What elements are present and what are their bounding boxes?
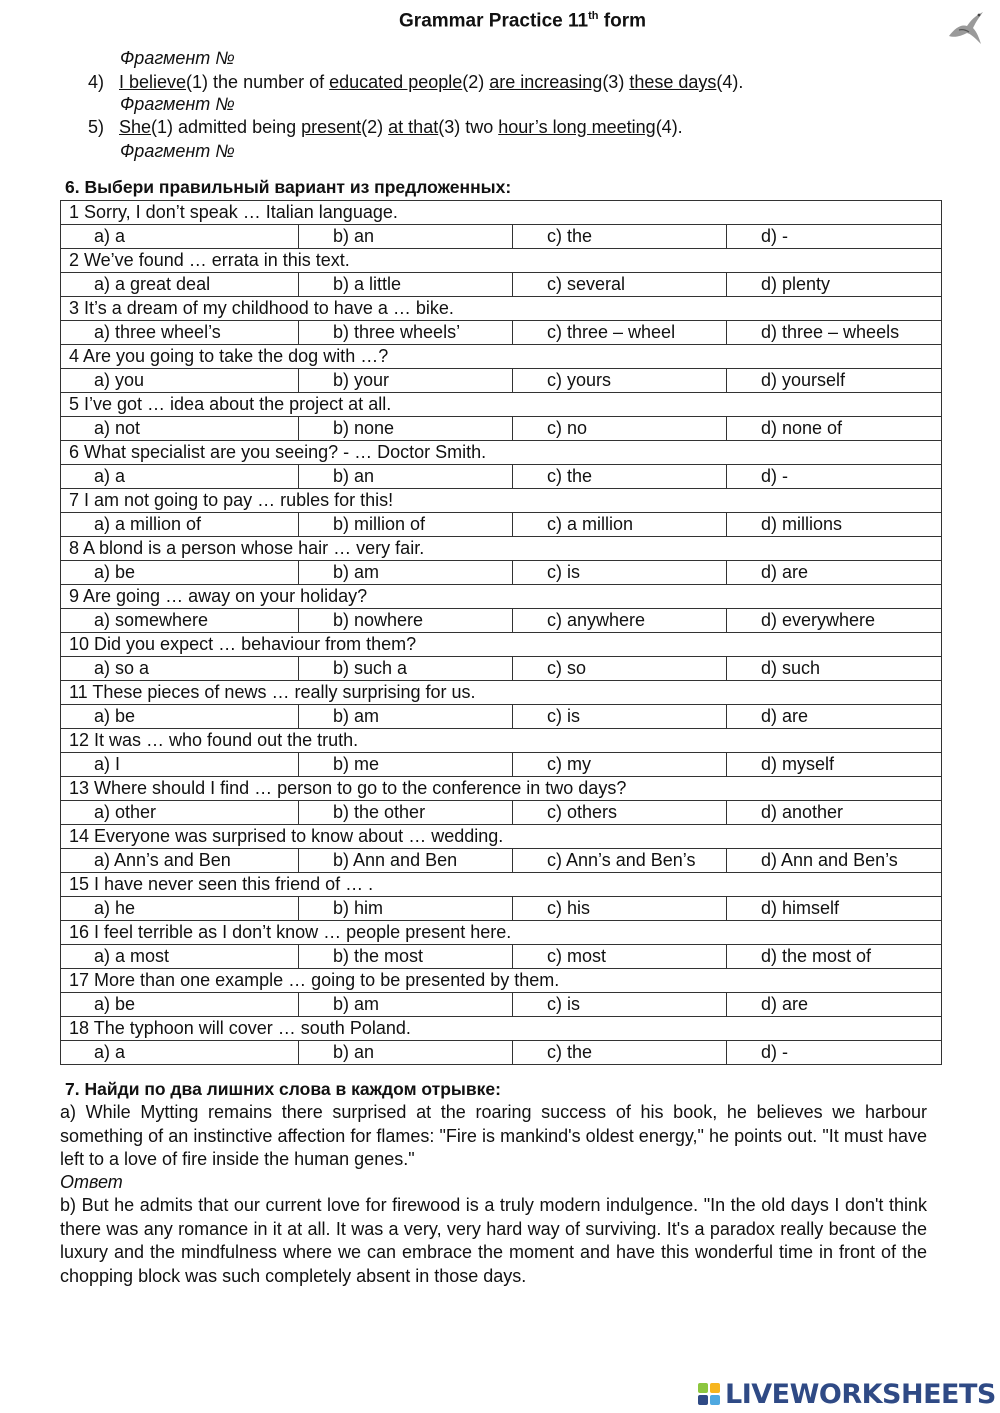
options-row [61,609,942,633]
options-row [61,1041,942,1065]
question-text: 10 Did you expect … behaviour from them? [61,633,942,657]
question-text: 18 The typhoon will cover … south Poland. [61,1017,942,1041]
answer-option-c[interactable]: c) is [513,561,727,585]
options-row [61,465,942,489]
answer-option-c[interactable]: c) others [513,801,727,825]
answer-option-d[interactable]: d) - [727,1041,942,1065]
question-text: 11 These pieces of news … really surprising for us. [61,681,942,705]
answer-option-d[interactable]: d) yourself [727,369,942,393]
question-row [61,585,942,609]
answer-option-b[interactable]: b) your [299,369,513,393]
section6-heading: 6. Выбери правильный вариант из предложенных: [65,177,512,197]
question-row [61,921,942,945]
answer-option-d[interactable]: d) - [727,465,942,489]
options-row [61,945,942,969]
answer-option-c[interactable]: c) the [513,1041,727,1065]
question-row [61,441,942,465]
answer-option-b[interactable]: b) an [299,465,513,489]
question-text: 3 It’s a dream of my childhood to have a … bike. [61,297,942,321]
question-row [61,825,942,849]
page-title: Grammar Practice 11th form [399,10,646,32]
options-row [61,369,942,393]
question-text: 4 Are you going to take the dog with …? [61,345,942,369]
brand-text: LIVEWORKSHEETS [725,1378,996,1410]
answer-option-a[interactable]: a) not [61,417,299,441]
question-row [61,393,942,417]
answer-option-c[interactable]: c) my [513,753,727,777]
answer-option-d[interactable]: d) such [727,657,942,681]
section7-heading: 7. Найди по два лишних слова в каждом отрывке: [65,1079,501,1099]
question-row [61,729,942,753]
answer-option-b[interactable]: b) an [299,225,513,249]
answer-option-c[interactable]: c) yours [513,369,727,393]
answer-option-c[interactable]: c) so [513,657,727,681]
options-row [61,417,942,441]
fragment-label: Фрагмент № [120,94,235,114]
answer-option-a[interactable]: a) you [61,369,299,393]
answer-option-b[interactable]: b) nowhere [299,609,513,633]
question-text: 1 Sorry, I don’t speak … Italian language. [61,201,942,225]
answer-option-d[interactable]: d) the most of [727,945,942,969]
quiz-table [60,200,942,1065]
answer-option-b[interactable]: b) three wheels’ [299,321,513,345]
answer-option-b[interactable]: b) none [299,417,513,441]
answer-option-d[interactable]: d) Ann and Ben’s [727,849,942,873]
question-text: 12 It was … who found out the truth. [61,729,942,753]
answer-option-d[interactable]: d) - [727,225,942,249]
answer-option-a[interactable]: a) he [61,897,299,921]
answer-option-a[interactable]: a) other [61,801,299,825]
answer-label: Ответ [60,1172,123,1192]
paragraph-a: a) While Mytting remains there surprised at the roaring success of his book, he believes we harbour something of an instinctive affection for flames: "Fire is mankind's oldest energy," he points out. "It must have left to a love of fire inside the human genes." [60,1102,927,1169]
answer-option-b[interactable]: b) am [299,993,513,1017]
answer-option-b[interactable]: b) such a [299,657,513,681]
answer-option-d[interactable]: d) himself [727,897,942,921]
answer-option-b[interactable]: b) Ann and Ben [299,849,513,873]
answer-option-b[interactable]: b) am [299,705,513,729]
answer-option-a[interactable]: a) I [61,753,299,777]
options-row [61,273,942,297]
options-row [61,513,942,537]
answer-option-d[interactable]: d) are [727,993,942,1017]
answer-option-b[interactable]: b) am [299,561,513,585]
question-text: 8 A blond is a person whose hair … very fair. [61,537,942,561]
question-row [61,1017,942,1041]
answer-option-a[interactable]: a) be [61,561,299,585]
question-text: 6 What specialist are you seeing? - … Doctor Smith. [61,441,942,465]
answer-option-c[interactable]: c) a million [513,513,727,537]
answer-option-a[interactable]: a) be [61,705,299,729]
paragraph-b: b) But he admits that our current love for firewood is a truly modern indulgence. "In the old days I don't think there was any romance in it at all. It was a very, very hard way of surviving. It's a paradox really because the luxury and the mindfulness where we can embrace the moment and have this wonderful time in front of the chopping block was such completely absent in those days. [60,1195,927,1286]
question-row [61,537,942,561]
options-row [61,561,942,585]
answer-option-d[interactable]: d) are [727,561,942,585]
question-row [61,297,942,321]
question-text: 16 I feel terrible as I don’t know … people present here. [61,921,942,945]
question-text: 15 I have never seen this friend of … . [61,873,942,897]
answer-option-b[interactable]: b) the other [299,801,513,825]
answer-option-a[interactable]: a) Ann’s and Ben [61,849,299,873]
answer-option-a[interactable]: a) so a [61,657,299,681]
answer-option-d[interactable]: d) myself [727,753,942,777]
answer-option-b[interactable]: b) the most [299,945,513,969]
answer-option-d[interactable]: d) millions [727,513,942,537]
answer-option-b[interactable]: b) million of [299,513,513,537]
item-5: 5) She(1) admitted being present(2) at that(3) two hour’s long meeting(4). [88,117,683,137]
options-row [61,753,942,777]
question-text: 5 I’ve got … idea about the project at all. [61,393,942,417]
answer-option-d[interactable]: d) everywhere [727,609,942,633]
answer-option-d[interactable]: d) three – wheels [727,321,942,345]
answer-option-c[interactable]: c) is [513,705,727,729]
fragment-label: Фрагмент № [120,48,235,68]
question-row [61,681,942,705]
answer-option-c[interactable]: c) three – wheel [513,321,727,345]
answer-option-c[interactable]: c) anywhere [513,609,727,633]
answer-option-c[interactable]: c) no [513,417,727,441]
question-text: 7 I am not going to pay … rubles for this! [61,489,942,513]
question-text: 14 Everyone was surprised to know about … wedding. [61,825,942,849]
answer-option-d[interactable]: d) another [727,801,942,825]
options-row [61,897,942,921]
answer-option-c[interactable]: c) the [513,225,727,249]
answer-option-b[interactable]: b) a little [299,273,513,297]
question-text: 2 We’ve found … errata in this text. [61,249,942,273]
question-text: 9 Are going … away on your holiday? [61,585,942,609]
answer-option-a[interactable]: a) a [61,1041,299,1065]
item-4: 4) I believe(1) the number of educated people(2) are increasing(3) these days(4). [88,72,744,92]
options-row [61,225,942,249]
answer-option-a[interactable]: a) a million of [61,513,299,537]
answer-option-b[interactable]: b) him [299,897,513,921]
answer-option-b[interactable]: b) me [299,753,513,777]
liveworksheets-icon [697,1380,723,1408]
options-row [61,705,942,729]
answer-option-a[interactable]: a) a great deal [61,273,299,297]
answer-option-a[interactable]: a) three wheel’s [61,321,299,345]
options-row [61,657,942,681]
options-row [61,849,942,873]
question-row [61,777,942,801]
options-row [61,801,942,825]
answer-option-a[interactable]: a) be [61,993,299,1017]
answer-option-c[interactable]: c) most [513,945,727,969]
question-row [61,249,942,273]
question-row [61,201,942,225]
fragment-label: Фрагмент № [120,141,235,161]
answer-option-d[interactable]: d) plenty [727,273,942,297]
question-row [61,873,942,897]
answer-option-d[interactable]: d) none of [727,417,942,441]
answer-option-a[interactable]: a) a [61,465,299,489]
answer-option-a[interactable]: a) somewhere [61,609,299,633]
options-row [61,993,942,1017]
question-row [61,345,942,369]
answer-option-a[interactable]: a) a most [61,945,299,969]
question-row [61,969,942,993]
bird-logo-icon [945,6,987,48]
answer-option-d[interactable]: d) are [727,705,942,729]
liveworksheets-logo[interactable] [697,1377,996,1411]
answer-option-c[interactable]: c) his [513,897,727,921]
answer-option-c[interactable]: c) the [513,465,727,489]
question-text: 17 More than one example … going to be presented by them. [61,969,942,993]
answer-option-b[interactable]: b) an [299,1041,513,1065]
question-text: 13 Where should I find … person to go to the conference in two days? [61,777,942,801]
answer-option-c[interactable]: c) several [513,273,727,297]
options-row [61,321,942,345]
question-row [61,633,942,657]
answer-option-c[interactable]: c) is [513,993,727,1017]
question-row [61,489,942,513]
answer-option-a[interactable]: a) a [61,225,299,249]
answer-option-c[interactable]: c) Ann’s and Ben’s [513,849,727,873]
